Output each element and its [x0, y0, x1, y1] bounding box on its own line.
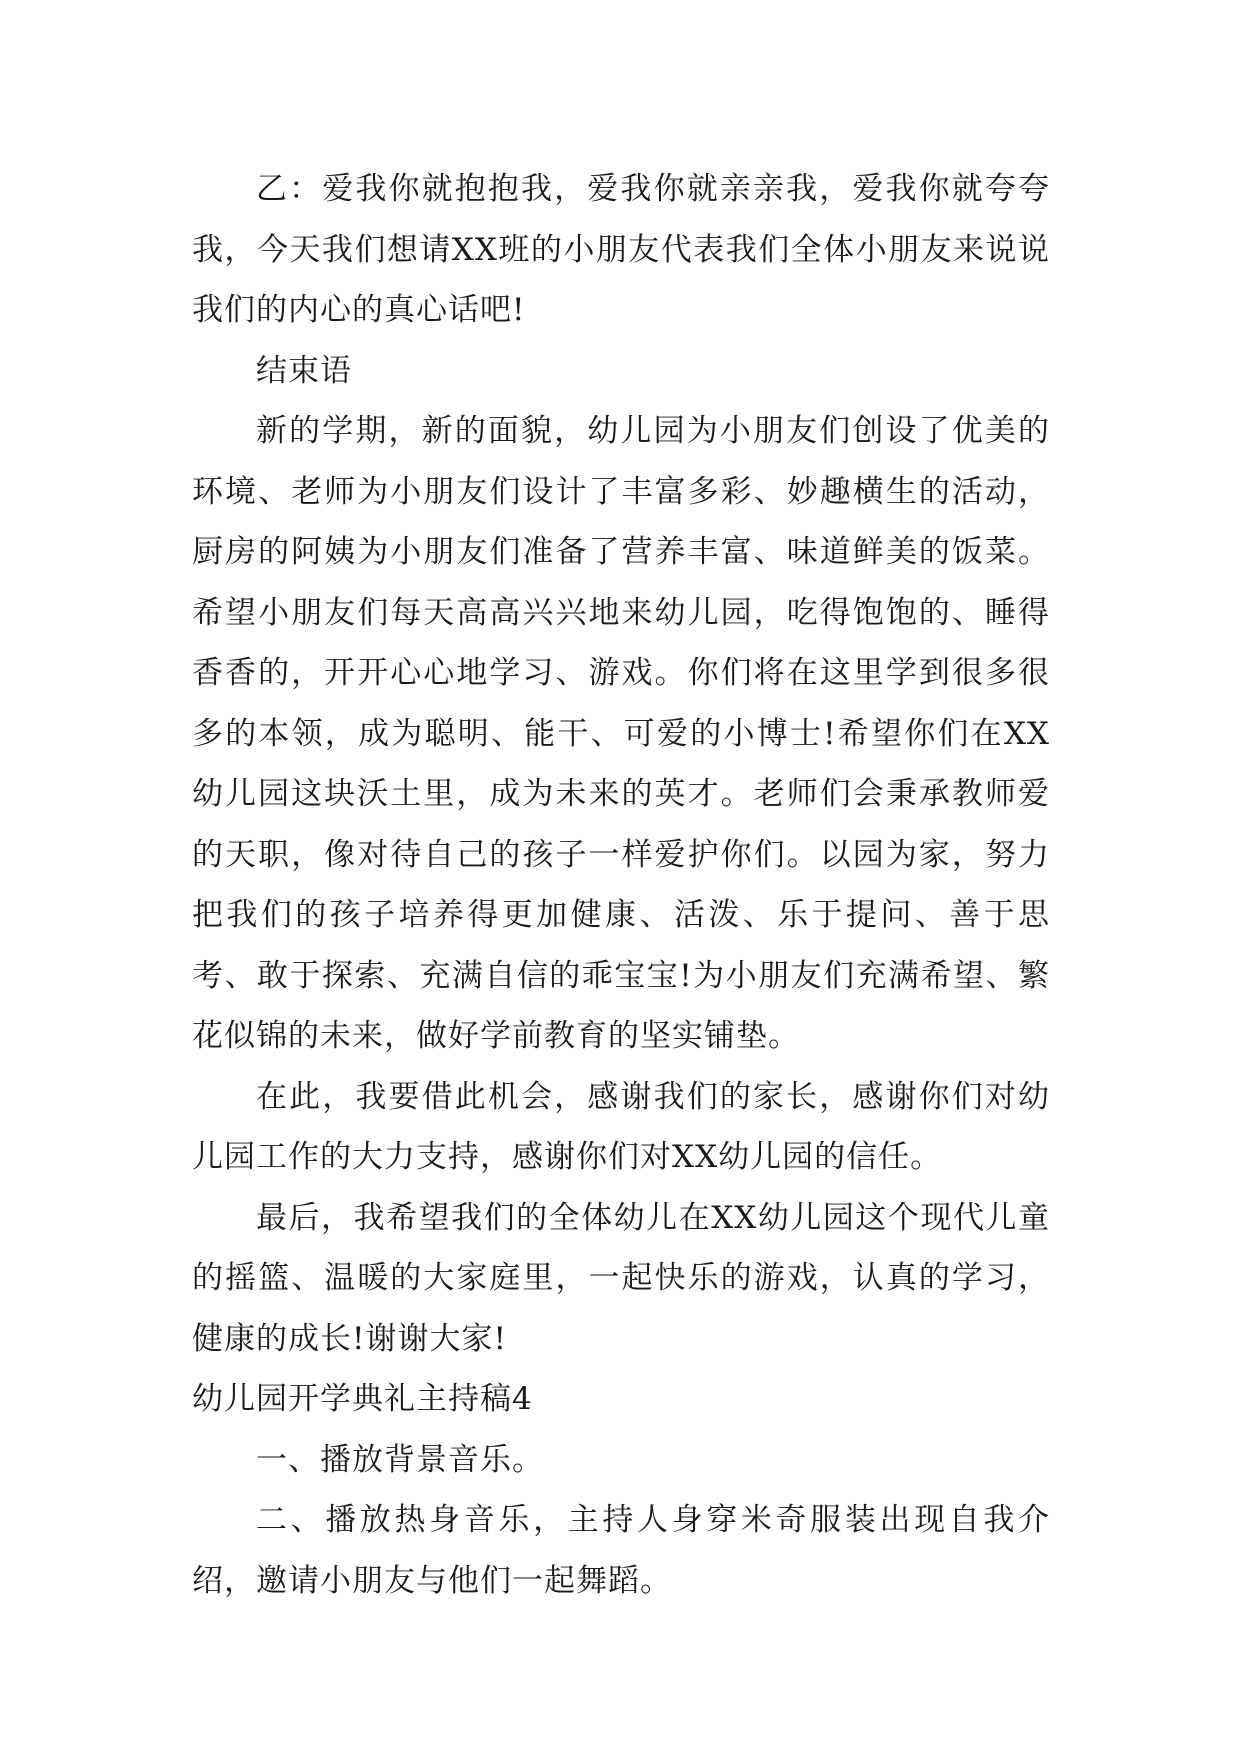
paragraph-closing-speech: 新的学期，新的面貌，幼儿园为小朋友们创设了优美的环境、老师为小朋友们设计了丰富多彩、妙趣横生的活动，厨房的阿姨为小朋友们准备了营养丰富、味道鲜美的饭菜。希望小朋友们每天高高兴兴地来幼儿园，吃得饱饱的、睡得香香的，开开心心地学习、游戏。你们将在这里学到很多很多的本领，成为聪明、能干、可爱的小博士!希望你们在XX幼儿园这块沃土里，成为未来的英才。老师们会秉承教师爱的天职，像对待自己的孩子一样爱护你们。以园为家，努力把我们的孩子培养得更加健康、活泼、乐于提问、善于思考、敢于探索、充满自信的乖宝宝!为小朋友们充满希望、繁花似锦的未来，做好学前教育的坚实铺垫。 [192, 413, 1050, 1054]
paragraph-thanks: 在此，我要借此机会，感谢我们的家长，感谢你们对幼儿园工作的大力支持，感谢你们对XX幼儿园的信任。 [192, 1078, 1050, 1175]
document-body [192, 159, 1050, 1611]
document-title: 幼儿园开学典礼主持稿4 [192, 1381, 533, 1417]
list-item-step-1: 一、播放背景音乐。 [256, 1441, 544, 1478]
list-item-step-2: 二、播放热身音乐，主持人身穿米奇服装出现自我介绍，邀请小朋友与他们一起舞蹈。 [192, 1502, 1050, 1599]
section-heading-closing: 结束语 [256, 352, 352, 389]
paragraph-final: 最后，我希望我们的全体幼儿在XX幼儿园这个现代儿童的摇篮、温暖的大家庭里，一起快乐的游戏，认真的学习，健康的成长!谢谢大家! [192, 1199, 1050, 1357]
paragraph-dialogue: 乙：爱我你就抱抱我，爱我你就亲亲我，爱我你就夸夸我，今天我们想请XX班的小朋友代表我们全体小朋友来说说我们的内心的真心话吧! [192, 171, 1050, 328]
